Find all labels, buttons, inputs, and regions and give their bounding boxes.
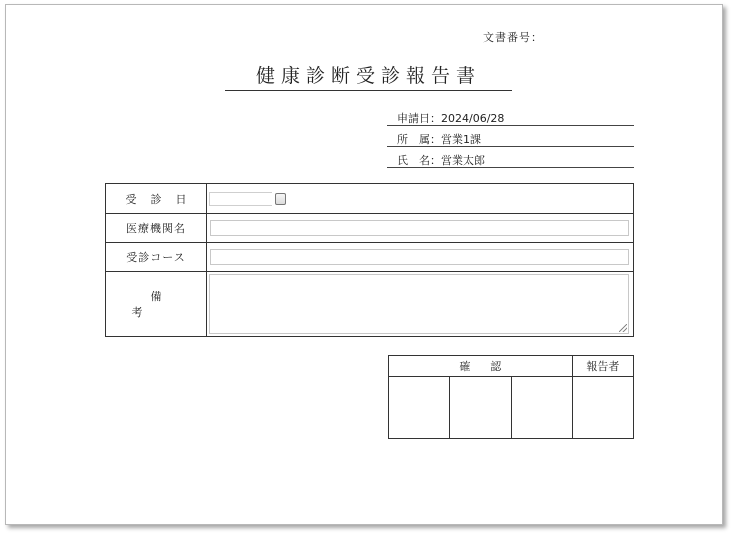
stamp-cell-2 (450, 377, 511, 439)
institution-label-cell (106, 214, 207, 243)
document-page (5, 4, 723, 525)
exam-date-row (106, 184, 634, 214)
confirm-header-cell (389, 356, 573, 377)
exam-date-cell (207, 184, 634, 214)
remarks-label-cell (106, 272, 207, 337)
document-title: 健康診断受診報告書 (225, 61, 512, 91)
approval-header-row (389, 356, 634, 377)
request-date-value: 2024/06/28 (441, 112, 505, 125)
remarks-textarea[interactable] (209, 274, 629, 334)
request-date-label: 申請日： (397, 112, 441, 125)
institution-label: 医療機関名 (126, 222, 186, 235)
course-row (106, 243, 634, 272)
reporter-stamp-cell (572, 377, 633, 439)
resize-grip-icon[interactable] (619, 324, 627, 332)
document-number-label: 文書番号： (483, 31, 543, 44)
reporter-header-cell (572, 356, 633, 377)
course-input[interactable] (210, 249, 629, 265)
department-label: 所 属： (397, 133, 441, 146)
remarks-cell (207, 272, 634, 337)
department-value: 営業1課 (441, 133, 481, 146)
course-label-cell (106, 243, 207, 272)
approval-stamp-table (388, 355, 634, 439)
reporter-label: 報告者 (586, 360, 620, 373)
department-row (387, 133, 634, 147)
exam-date-label: 受診日 (125, 192, 201, 206)
remarks-label: 備考 (131, 290, 200, 319)
remarks-row (106, 272, 634, 337)
exam-date-input[interactable] (209, 192, 272, 206)
institution-input[interactable] (210, 220, 629, 236)
calendar-button[interactable] (275, 193, 286, 205)
stamp-cell-3 (511, 377, 572, 439)
report-form-table (105, 183, 634, 337)
institution-row (106, 214, 634, 243)
exam-date-label-cell (106, 184, 207, 214)
name-label: 氏 名： (397, 154, 441, 167)
approval-stamp-row (389, 377, 634, 439)
name-row (387, 154, 634, 168)
course-cell (207, 243, 634, 272)
course-label: 受診コース (126, 251, 186, 264)
request-date-row (387, 112, 634, 126)
stamp-cell-1 (389, 377, 450, 439)
name-value: 営業太郎 (441, 154, 485, 167)
institution-cell (207, 214, 634, 243)
confirm-label: 確認 (459, 360, 522, 373)
